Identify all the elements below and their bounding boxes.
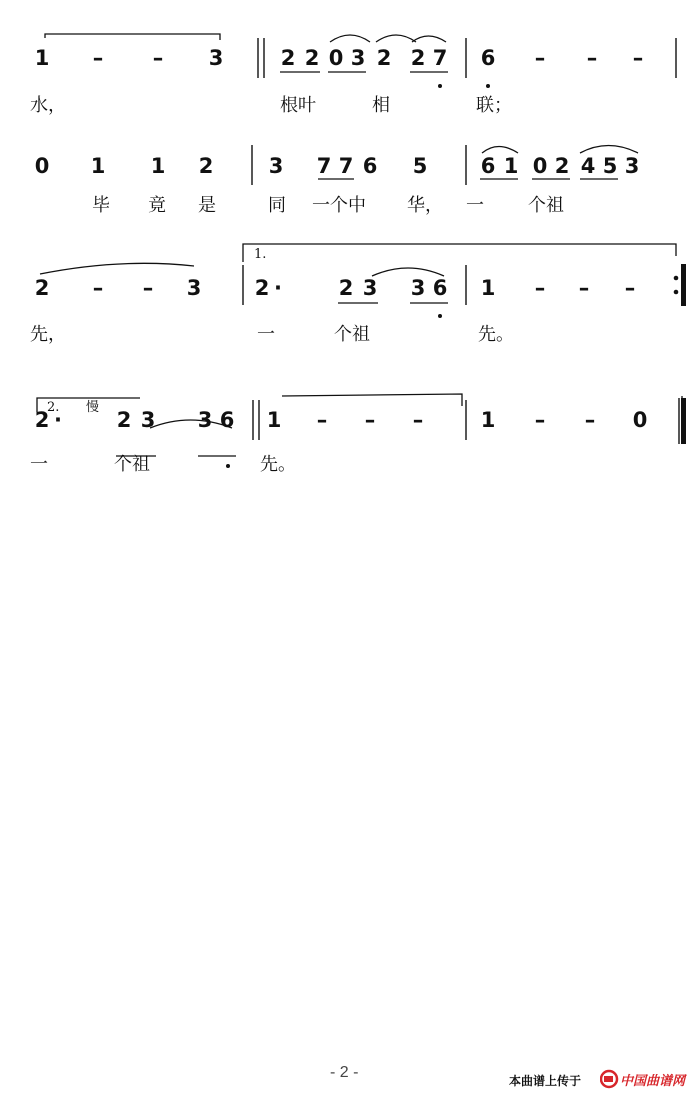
dash-note: – [534, 408, 546, 432]
dash-note: – [142, 276, 154, 300]
dash-note: – [534, 276, 546, 300]
note: 1 [34, 46, 50, 70]
note: 0 [328, 46, 344, 70]
note: 3 [268, 154, 284, 178]
tempo-marking: 慢 [86, 400, 100, 415]
note: 6 [480, 154, 496, 178]
note: 4 [580, 154, 596, 178]
dash-note: – [92, 276, 104, 300]
note: 7 [316, 154, 332, 178]
note: 6 [480, 46, 496, 70]
dash-note: – [632, 46, 644, 70]
note: 1 [480, 408, 496, 432]
note: 2 [34, 408, 50, 432]
dash-note: – [364, 408, 376, 432]
note: 3 [208, 46, 224, 70]
lyric-text: 一 [30, 454, 48, 475]
note: 3 [362, 276, 378, 300]
note: 5 [602, 154, 618, 178]
dash-note: – [412, 408, 424, 432]
note: 2 [376, 46, 392, 70]
note: 3 [186, 276, 202, 300]
lyric-text: 是 [198, 195, 216, 216]
dash-note: – [92, 46, 104, 70]
note: 2 [304, 46, 320, 70]
note: 1 [503, 154, 519, 178]
lyric-text: 先。 [260, 454, 296, 475]
logo-text: 中国曲谱网 [620, 1074, 686, 1089]
note: 0 [632, 408, 648, 432]
lyric-text: 一 [466, 195, 484, 216]
note: 2 [198, 154, 214, 178]
lyric-text: 先， [30, 324, 66, 345]
lyric-text: 先。 [478, 324, 514, 345]
lyric-text: 根叶 [280, 95, 316, 116]
lyric-text: 一 [257, 324, 275, 345]
note: 7 [432, 46, 448, 70]
second-ending-label: 2. [47, 400, 60, 415]
lyric-text: 竟 [148, 195, 166, 216]
note: · [274, 276, 282, 300]
note: 5 [412, 154, 428, 178]
note: 3 [197, 408, 213, 432]
lyric-text: 相 [372, 95, 390, 116]
note: 2 [338, 276, 354, 300]
slur [330, 35, 370, 42]
lyric-text: 水， [30, 95, 66, 116]
note: 1 [480, 276, 496, 300]
dash-note: – [624, 276, 636, 300]
slur [412, 36, 446, 42]
lyric-text: 华， [407, 195, 443, 216]
note: 0 [34, 154, 50, 178]
note: 3 [350, 46, 366, 70]
lyric-text: 个祖 [528, 195, 564, 216]
note: · [54, 408, 62, 432]
lyric-text: 联； [476, 95, 512, 116]
slur [376, 35, 416, 42]
note: 2 [254, 276, 270, 300]
dash-note: – [152, 46, 164, 70]
note: 2 [280, 46, 296, 70]
site-logo [600, 1068, 692, 1090]
note: 6 [362, 154, 378, 178]
dash-note: – [316, 408, 328, 432]
note: 2 [34, 276, 50, 300]
note: 1 [90, 154, 106, 178]
page-number: - 2 - [330, 1064, 359, 1081]
note: 1 [150, 154, 166, 178]
note: 0 [532, 154, 548, 178]
note: 3 [140, 408, 156, 432]
dash-note: – [584, 408, 596, 432]
note: 6 [432, 276, 448, 300]
footer-note: 本曲谱上传于 [509, 1074, 582, 1088]
note: 1 [266, 408, 282, 432]
note: 2 [116, 408, 132, 432]
lyric-text: 个祖 [114, 454, 150, 475]
tie-line [45, 34, 220, 40]
first-ending-label: 1. [254, 247, 267, 262]
note: 2 [554, 154, 570, 178]
note: 3 [410, 276, 426, 300]
note: 6 [219, 408, 235, 432]
note: 2 [410, 46, 426, 70]
lyric-text: 毕 [92, 195, 110, 216]
dash-note: – [534, 46, 546, 70]
dash-note: – [586, 46, 598, 70]
lyric-text: 同 [268, 195, 286, 216]
dash-note: – [578, 276, 590, 300]
note: 3 [624, 154, 640, 178]
note: 7 [338, 154, 354, 178]
lyric-text: 个祖 [334, 324, 370, 345]
lyric-text: 一个中 [312, 195, 366, 216]
